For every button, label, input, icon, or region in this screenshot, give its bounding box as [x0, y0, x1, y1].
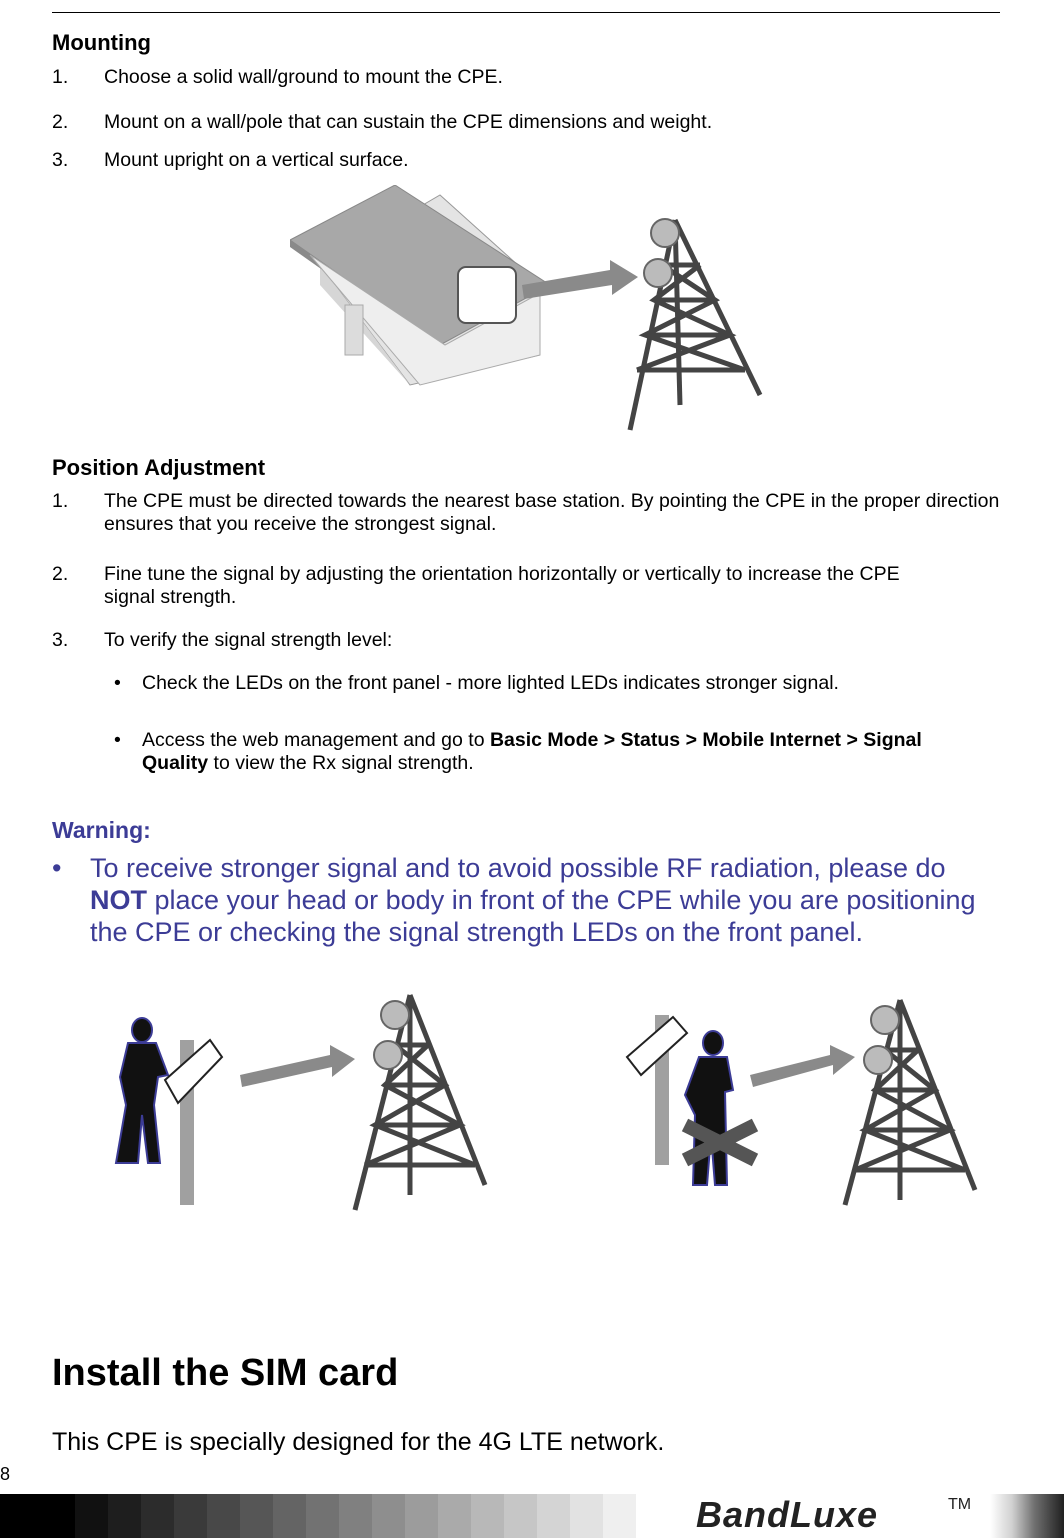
house-tower-illustration: [290, 185, 770, 440]
incorrect-positioning-illustration: [615, 995, 995, 1215]
bullet-icon: •: [114, 729, 121, 751]
step-text: Choose a solid wall/ground to mount the CPE.: [104, 66, 503, 88]
step-number: 1.: [52, 66, 69, 88]
step-text: Fine tune the signal by adjusting the orientation horizontally or vertically to increase the CPE signal strength.: [104, 563, 900, 608]
step-text: To verify the signal strength level:: [104, 629, 393, 651]
step-text: Mount upright on a vertical surface.: [104, 149, 409, 171]
correct-positioning-illustration: [110, 985, 490, 1215]
person-icon: [116, 1018, 168, 1163]
bullet-icon: •: [52, 853, 62, 883]
position-heading: Position Adjustment: [52, 455, 266, 480]
step-number: 3.: [52, 629, 69, 651]
step-text: Mount on a wall/pole that can sustain the CPE dimensions and weight.: [104, 111, 713, 133]
bullet-icon: •: [114, 672, 121, 694]
cpe-device-icon: [458, 267, 516, 323]
brand-logo: BandLuxe: [696, 1494, 879, 1535]
tower-illustration: [630, 219, 760, 430]
mounting-heading: Mounting: [52, 30, 151, 55]
warning-text: [90, 852, 1000, 948]
bullet-prefix: Access the web management and go to: [142, 729, 490, 751]
page-number: 8: [0, 1464, 11, 1484]
step-text: The CPE must be directed towards the nearest base station. By pointing the CPE in the proper direction ensures that you receive the strongest signal.: [104, 490, 1000, 535]
step-number: 3.: [52, 149, 69, 171]
step-number: 1.: [52, 490, 69, 512]
top-rule: [52, 12, 1000, 13]
tower-icon: [355, 995, 485, 1210]
bullet-suffix: to view the Rx signal strength.: [208, 752, 474, 774]
footer-right-gradient: [990, 1494, 1064, 1538]
menu-path: Basic Mode > Status > Mobile Internet > Signal Quality: [142, 729, 922, 774]
step-number: 2.: [52, 111, 69, 133]
sim-section-body: This CPE is specially designed for the 4G LTE network.: [52, 1428, 665, 1456]
bullet-text: Check the LEDs on the front panel - more lighted LEDs indicates stronger signal.: [142, 672, 839, 694]
warning-prefix: To receive stronger signal and to avoid possible RF radiation, please do: [90, 853, 946, 883]
step-number: 2.: [52, 563, 69, 585]
bullet-text: [142, 729, 952, 775]
warning-heading: Warning:: [52, 817, 151, 843]
signal-arrow: [240, 1045, 355, 1087]
tower-icon: [845, 1000, 975, 1205]
trademark-symbol: TM: [948, 1496, 972, 1513]
warning-emphasis: NOT: [90, 885, 147, 915]
house-illustration: [290, 185, 550, 385]
footer-gradient-strip: [0, 1494, 636, 1538]
warning-suffix: place your head or body in front of the CPE while you are positioning the CPE or checking the signal strength LEDs on the front panel.: [90, 885, 976, 947]
sim-section-title: Install the SIM card: [52, 1352, 399, 1394]
signal-arrow: [750, 1045, 855, 1087]
